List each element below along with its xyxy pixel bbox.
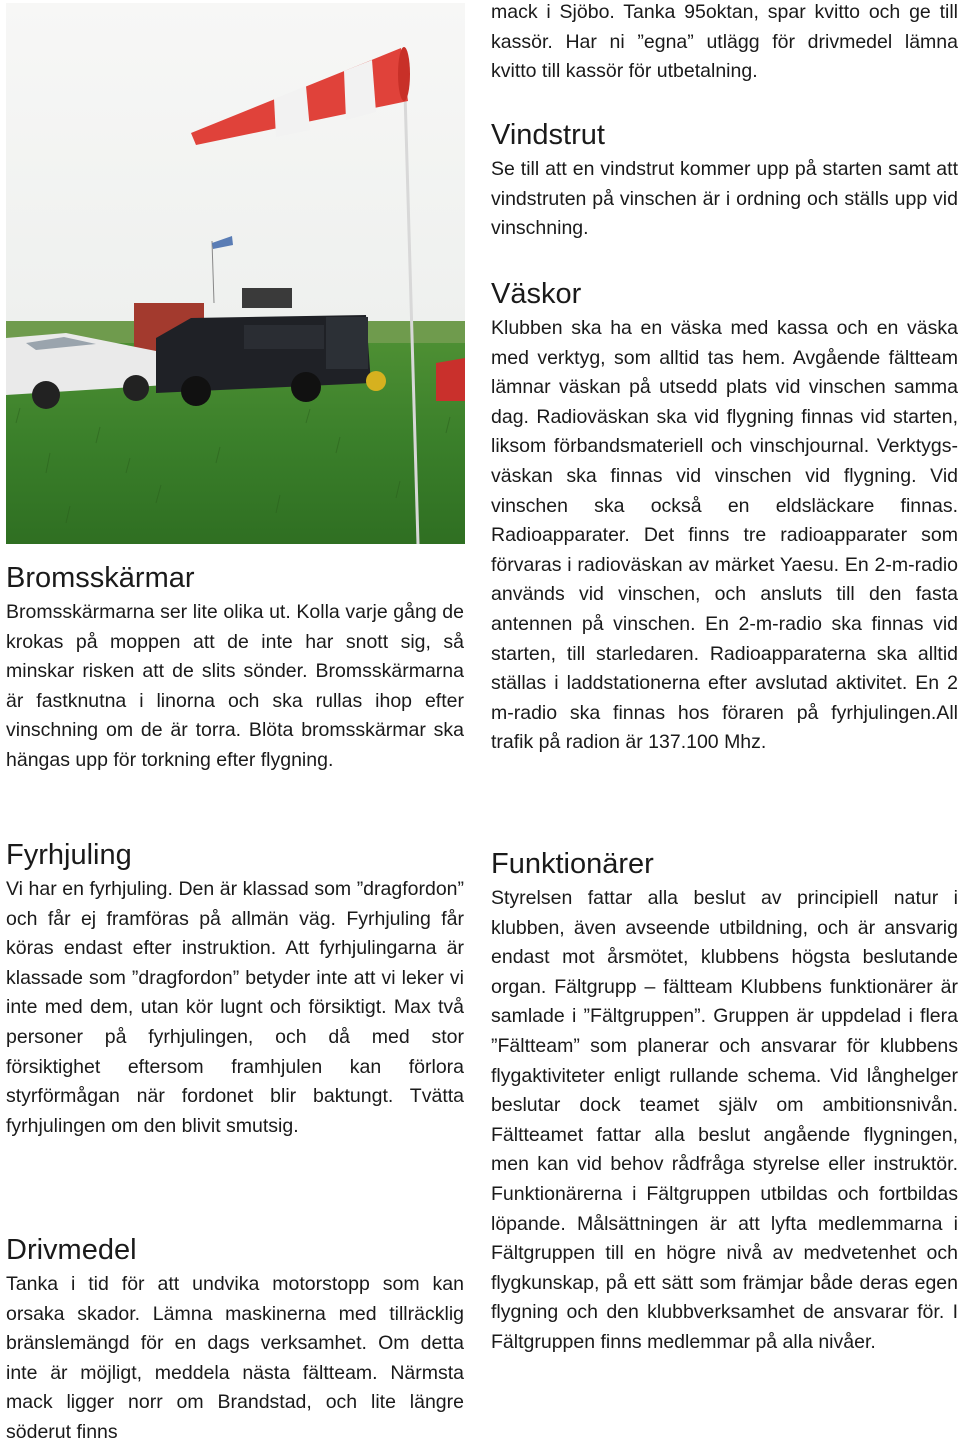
heading-vindstrut: Vindstrut bbox=[491, 119, 605, 151]
heading-bromsskarmar: Bromsskärmar bbox=[6, 562, 195, 594]
text-vindstrut: Se till att en vindstrut kommer upp på starten samt att vindstruten på vinschen är i ordning och ställs upp vid vinschning. bbox=[491, 158, 958, 240]
section-vaskor bbox=[491, 277, 958, 758]
heading-funktionarer: Funktionärer bbox=[491, 848, 654, 880]
heading-vaskor: Väskor bbox=[491, 278, 582, 310]
heading-drivmedel: Drivmedel bbox=[6, 1234, 137, 1266]
text-bromsskarmar: Bromsskärmarna ser lite olika ut. Kolla varje gång de krokas på moppen att de inte har snott sig, så minskar risken att de slits sönder. Bromsskärmarna är fastknutna i linorna och ska rullas ihop efter vinschning om de är torra. Blöta bromsskärmar ska hängas upp för torkning efter flygning. bbox=[6, 601, 464, 771]
text-vaskor: Klubben ska ha en väska med kassa och en väska med verktyg, som alltid tas hem. Avgående fältteam lämnar väskan på utsedd plats vid vinschen samma dag. Radioväskan ska vid flygning finnas vid starten, liksom förbandsmateriell och vinschjournal. Verktygsväskan ska finnas vid vinschen vid flygning. Vid vinschen ska också en eldsläckare finnas. Radioapparater. Det finns tre radioapparater som förvaras i radioväskan av märket Yaesu. En 2-m-radio används vid vinschen, och ansluts till den fasta antennen på vinschen. En 2-m-radio ska finnas vid starten, till starledaren. Radioapparaterna ska alltid ställas i laddstationerna efter avslutad aktivitet. En 2 m-radio ska finnas hos föraren på fyrhjulingen.All trafik på radion är 137.100 Mhz. bbox=[491, 317, 958, 754]
heading-fyrhjuling: Fyrhjuling bbox=[6, 839, 132, 871]
text-drivmedel-continued: mack i Sjöbo. Tanka 95oktan, spar kvitto och ge till kassör. Har ni ”egna” utlägg för drivmedel lämna kvitto till kassör för utbetalning. bbox=[491, 1, 958, 83]
section-drivmedel bbox=[6, 1233, 464, 1448]
windsock-photo bbox=[6, 3, 465, 544]
text-funktionarer: Styrelsen fattar alla beslut av principiell natur i klubben, även avseende utbildning, och är ansvarig endast mot årsmötet, klubbens högsta beslutande organ. Fältgrupp – fältteam Klubbens funktionärer är samlade i ”Fältgruppen”. Gruppen är uppdelad i flera ”Fältteam” som planerar och ansvarar för klubbens flygaktiviteter enligt rullande schema. Vid långhelger beslutar dock teamet själv om ambitionsnivån. Fältteamet fattar alla beslut angående flygningen, men kan vid behov rådfråga styrelse eller instruktör. Funktionärerna i Fältgruppen utbildas och fortbildas löpande. Målsättningen är att lyfta medlemmarna i Fältgruppen till en högre nivå av medvetenhet och flygkunskap, på ett sätt som främjar både deras egen flygning och den klubbverksamhet de ansvarar för. I Fältgruppen finns medlemmar på alla nivåer. bbox=[491, 887, 958, 1353]
text-drivmedel: Tanka i tid för att undvika motorstopp som kan orsaka skador. Lämna maskinerna med tillräcklig bränslemängd för en dags verksamhet. Om detta inte är möjligt, meddela nästa fältteam. Närmsta mack ligger norr om Brandstad, och lite längre söderut finns bbox=[6, 1273, 464, 1443]
section-funktionarer bbox=[491, 847, 958, 1358]
drivmedel-continuation bbox=[491, 0, 958, 87]
text-fyrhjuling: Vi har en fyrhjuling. Den är klassad som ”dragfordon” och får ej framföras på allmän väg. Fyrhjuling får köras endast efter instruktion. Att fyrhjulingarna är klassade som ”dragfordon” betyder inte att vi leker vi inte med dem, utan kör lugnt och försiktigt. Max två personer på fyrhjulingen, och då med stor försiktighet eftersom framhjulen kan förlora styrförmågan när fordonet blir baktungt. Tvätta fyrhjulingen om den blivit smutsig. bbox=[6, 878, 464, 1137]
section-bromsskarmar bbox=[6, 561, 464, 776]
section-fyrhjuling bbox=[6, 838, 464, 1141]
section-vindstrut bbox=[491, 118, 958, 244]
